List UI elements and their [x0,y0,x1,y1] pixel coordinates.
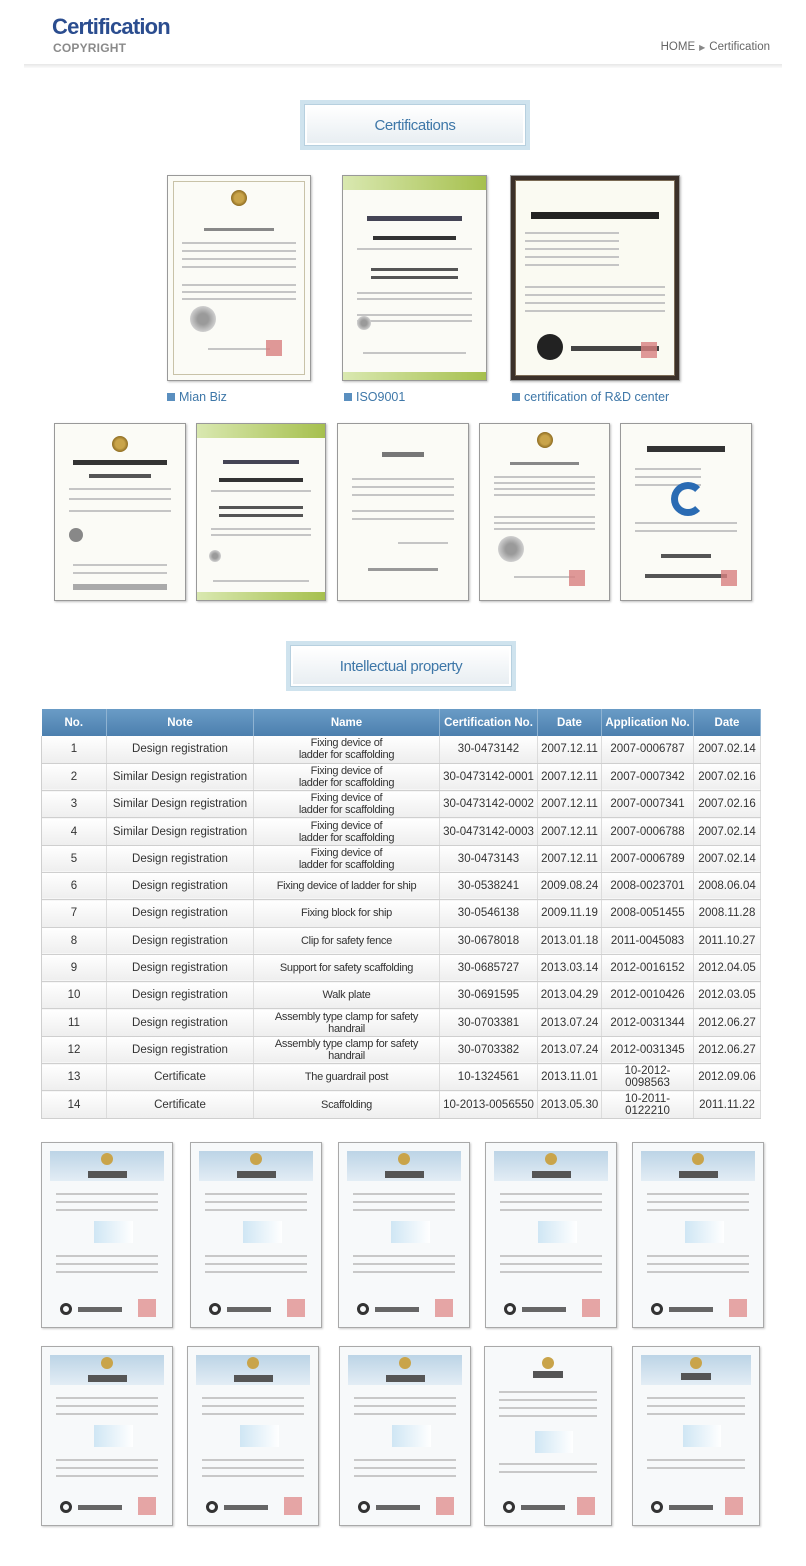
cell-no: 2 [42,763,107,790]
cell-name: Fixing device of ladder for scaffolding [254,763,440,790]
cell-name: Assembly type clamp for safety handrail [254,1036,440,1063]
cell-application-date: 2012.09.06 [694,1064,761,1091]
cell-note: Design registration [107,872,254,899]
cell-certification-no: 30-0691595 [440,982,538,1009]
cell-note: Similar Design registration [107,818,254,845]
cell-date: 2009.11.19 [538,900,602,927]
column-header-name: Name [254,709,440,736]
cell-name: Fixing device of ladder for scaffolding [254,791,440,818]
cell-certification-no: 30-0538241 [440,872,538,899]
cell-application-no: 2012-0031344 [602,1009,694,1036]
cell-application-no: 2012-0031345 [602,1036,694,1063]
cell-name: Fixing device of ladder for scaffolding [254,845,440,872]
blue-square-icon [344,393,352,401]
cell-application-date: 2008.11.28 [694,900,761,927]
design-registration-doc-3[interactable] [338,1142,470,1328]
cell-no: 3 [42,791,107,818]
cell-certification-no: 30-0473142-0003 [440,818,538,845]
cell-date: 2013.07.24 [538,1009,602,1036]
cell-date: 2009.08.24 [538,872,602,899]
table-row [42,1064,761,1091]
cell-note: Design registration [107,845,254,872]
cell-date: 2013.11.01 [538,1064,602,1091]
cell-certification-no: 30-0473142 [440,736,538,763]
table-row [42,791,761,818]
cell-certification-no: 10-1324561 [440,1064,538,1091]
cell-no: 8 [42,927,107,954]
cell-note: Certificate [107,1064,254,1091]
certificate-mian-biz[interactable] [167,175,311,381]
cell-no: 10 [42,982,107,1009]
cell-application-no: 2007-0006788 [602,818,694,845]
cell-name: Scaffolding [254,1091,440,1118]
certificate-clean-workplace[interactable] [620,423,752,601]
cell-application-no: 2012-0010426 [602,982,694,1009]
cell-application-no: 2008-0023701 [602,872,694,899]
column-header-note: Note [107,709,254,736]
blue-square-icon [167,393,175,401]
cell-note: Design registration [107,736,254,763]
cell-application-date: 2008.06.04 [694,872,761,899]
cell-no: 4 [42,818,107,845]
cell-no: 6 [42,872,107,899]
cell-application-date: 2007.02.14 [694,845,761,872]
certifications-section-title: Certifications [300,100,530,150]
table-row [42,900,761,927]
cell-certification-no: 30-0473142-0002 [440,791,538,818]
cell-name: Fixing device of ladder for scaffolding [254,736,440,763]
page-title: Certification [52,14,170,39]
cell-date: 2007.12.11 [538,736,602,763]
cell-application-no: 2007-0006789 [602,845,694,872]
cell-note: Design registration [107,954,254,981]
cell-date: 2007.12.11 [538,791,602,818]
cell-application-no: 2007-0007341 [602,791,694,818]
cell-application-date: 2007.02.16 [694,791,761,818]
cell-application-date: 2007.02.16 [694,763,761,790]
table-row [42,845,761,872]
table-row [42,1036,761,1063]
cell-date: 2013.01.18 [538,927,602,954]
design-registration-doc-4[interactable] [485,1142,617,1328]
cell-application-date: 2011.11.22 [694,1091,761,1118]
cell-application-date: 2012.06.27 [694,1009,761,1036]
cell-no: 9 [42,954,107,981]
cell-name: Fixing block for ship [254,900,440,927]
cell-name: The guardrail post [254,1064,440,1091]
cell-certification-no: 30-0703381 [440,1009,538,1036]
cell-application-date: 2007.02.14 [694,736,761,763]
cell-application-date: 2012.04.05 [694,954,761,981]
cell-date: 2013.03.14 [538,954,602,981]
column-header-date: Date [538,709,602,736]
certificate-rnd-center[interactable] [510,175,680,381]
cell-no: 11 [42,1009,107,1036]
breadcrumb-home[interactable]: HOME [660,41,696,53]
table-row [42,927,761,954]
cell-note: Design registration [107,1036,254,1063]
cell-application-no: 10-2012-0098563 [602,1064,694,1091]
table-row [42,736,761,763]
breadcrumb-current: Certification [709,41,770,53]
table-header-row [42,709,761,736]
caption-iso9001: ISO9001 [344,390,405,404]
cell-application-date: 2007.02.14 [694,818,761,845]
cell-certification-no: 30-0546138 [440,900,538,927]
cell-certification-no: 30-0473143 [440,845,538,872]
patent-certificate-doc-1[interactable] [484,1346,612,1526]
cell-note: Similar Design registration [107,791,254,818]
blue-square-icon [512,393,520,401]
breadcrumb [661,41,770,53]
cell-certification-no: 30-0685727 [440,954,538,981]
cell-no: 1 [42,736,107,763]
cell-no: 7 [42,900,107,927]
cell-application-no: 2007-0006787 [602,736,694,763]
cell-name: Walk plate [254,982,440,1009]
page-header [0,0,806,70]
cell-certification-no: 30-0703382 [440,1036,538,1063]
cell-application-date: 2012.03.05 [694,982,761,1009]
cell-date: 2013.07.24 [538,1036,602,1063]
cell-date: 2013.05.30 [538,1091,602,1118]
column-header-certification-no: Certification No. [440,709,538,736]
cell-application-date: 2011.10.27 [694,927,761,954]
table-row [42,1091,761,1118]
cell-note: Design registration [107,927,254,954]
cell-certification-no: 30-0473142-0001 [440,763,538,790]
certificate-registration-2[interactable] [196,423,326,601]
design-registration-doc-5[interactable] [632,1142,764,1328]
cell-application-no: 10-2011-0122210 [602,1091,694,1118]
design-registration-doc-6[interactable] [41,1346,173,1526]
design-registration-doc-1[interactable] [41,1142,173,1328]
certificate-iso9001[interactable] [342,175,487,381]
triangle-right-icon: ▶ [699,42,706,52]
cell-date: 2007.12.11 [538,763,602,790]
cell-application-no: 2007-0007342 [602,763,694,790]
cell-no: 14 [42,1091,107,1118]
cell-name: Clip for safety fence [254,927,440,954]
cell-no: 13 [42,1064,107,1091]
table-row [42,1009,761,1036]
design-registration-doc-2[interactable] [190,1142,322,1328]
cell-application-no: 2012-0016152 [602,954,694,981]
cell-note: Design registration [107,982,254,1009]
table-row [42,872,761,899]
certificate-membership[interactable] [337,423,469,601]
cell-date: 2007.12.11 [538,845,602,872]
column-header-application-date: Date [694,709,761,736]
cell-no: 5 [42,845,107,872]
cell-application-no: 2008-0051455 [602,900,694,927]
certificate-mian-biz-2[interactable] [479,423,610,601]
header-divider [24,64,782,68]
cell-note: Design registration [107,1009,254,1036]
table-row [42,763,761,790]
table-row [42,818,761,845]
intellectual-property-section-title: Intellectual property [286,641,516,691]
caption-mian-biz: Mian Biz [167,390,227,404]
cell-application-date: 2012.06.27 [694,1036,761,1063]
column-header-application-no: Application No. [602,709,694,736]
cell-name: Support for safety scaffolding [254,954,440,981]
table-row [42,982,761,1009]
cell-note: Certificate [107,1091,254,1118]
cell-date: 2007.12.11 [538,818,602,845]
caption-rnd-center: certification of R&D center [512,390,669,404]
certificate-quality-system[interactable] [54,423,186,601]
cell-certification-no: 10-2013-0056550 [440,1091,538,1118]
patent-certificate-doc-2[interactable] [632,1346,760,1526]
cell-application-no: 2011-0045083 [602,927,694,954]
cell-note: Similar Design registration [107,763,254,790]
design-registration-doc-8[interactable] [339,1346,471,1526]
cell-certification-no: 30-0678018 [440,927,538,954]
intellectual-property-table [41,709,761,1119]
cell-name: Assembly type clamp for safety handrail [254,1009,440,1036]
cell-name: Fixing device of ladder for scaffolding [254,818,440,845]
page-subtitle: COPYRIGHT [53,41,127,55]
column-header-no: No. [42,709,107,736]
cell-name: Fixing device of ladder for ship [254,872,440,899]
design-registration-doc-7[interactable] [187,1346,319,1526]
cell-note: Design registration [107,900,254,927]
cell-date: 2013.04.29 [538,982,602,1009]
table-row [42,954,761,981]
cell-no: 12 [42,1036,107,1063]
